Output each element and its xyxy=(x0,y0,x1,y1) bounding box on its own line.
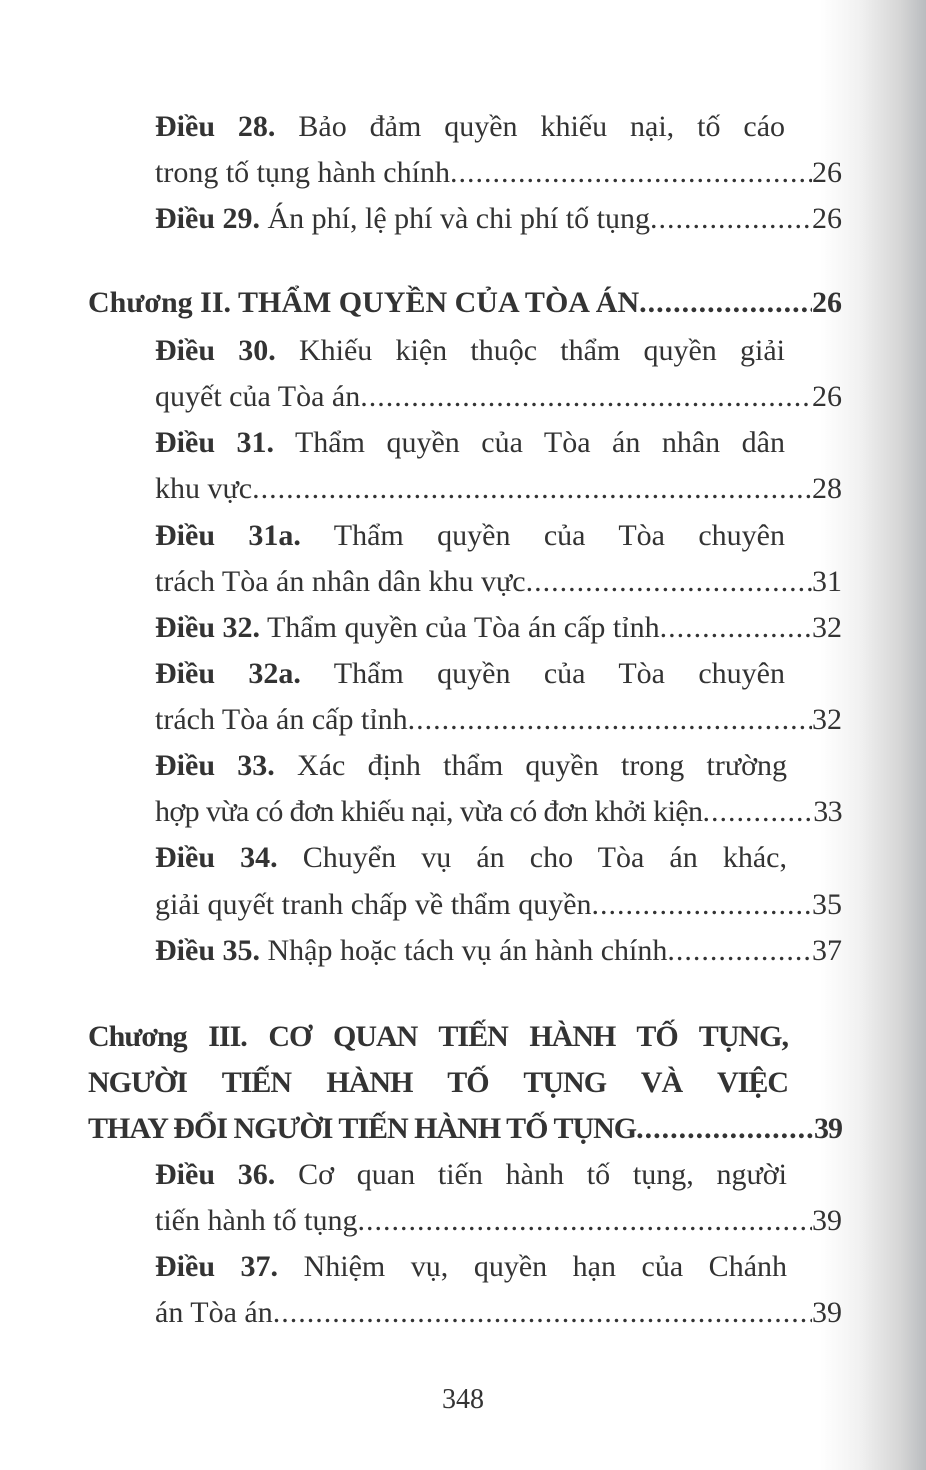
entry-title: Nhiệm vụ, quyền hạn của Chánh xyxy=(303,1250,787,1283)
entry-title: Chuyển vụ án cho Tòa án khác, xyxy=(302,841,787,874)
dot-leader xyxy=(273,1290,812,1336)
entry-label: Điều 35. xyxy=(155,934,260,967)
entry-title: trong tố tụng hành chính xyxy=(155,156,450,189)
dot-leader xyxy=(660,605,812,651)
toc-entry-line xyxy=(155,1290,842,1336)
entry-label: Điều 29. xyxy=(155,202,260,235)
toc-entry-line xyxy=(155,928,842,974)
toc-entry-line xyxy=(155,882,842,928)
entry-label: Điều 32. xyxy=(155,611,260,644)
entry-page: 37 xyxy=(812,934,842,967)
entry-page: 28 xyxy=(812,472,842,505)
entry-page: 39 xyxy=(814,1112,842,1145)
entry-label: Điều 31. xyxy=(155,426,275,459)
entry-page: 26 xyxy=(812,156,842,189)
dot-leader xyxy=(650,196,812,242)
entry-title: THẨM QUYỀN CỦA TÒA ÁN xyxy=(237,286,640,319)
toc-entry-line xyxy=(155,196,842,242)
dot-leader xyxy=(592,882,812,928)
entry-label: Điều 31a. xyxy=(155,519,301,552)
dot-leader xyxy=(360,374,812,420)
entry-title: quyết của Tòa án xyxy=(155,380,361,413)
entry-title: khu vực xyxy=(155,472,253,505)
entry-label: Chương III. xyxy=(88,1020,247,1053)
toc-entry-line xyxy=(155,697,842,743)
entry-title: Khiếu kiện thuộc thẩm quyền giải xyxy=(298,334,785,367)
entry-title: Thẩm quyền của Tòa án nhân dân xyxy=(294,426,785,459)
dot-leader xyxy=(639,280,812,326)
toc-entry-line xyxy=(155,150,842,196)
entry-title: hợp vừa có đơn khiếu nại, vừa có đơn khởi kiện xyxy=(155,795,703,828)
entry-label: Điều 33. xyxy=(155,749,275,782)
entry-label: Điều 36. xyxy=(155,1158,276,1191)
entry-title: Thẩm quyền của Tòa án cấp tỉnh xyxy=(266,611,660,644)
entry-label: Chương II. xyxy=(88,286,231,319)
toc-entry-line xyxy=(155,789,842,835)
dot-leader xyxy=(357,1198,812,1244)
entry-title: NGƯỜI TIẾN HÀNH TỐ TỤNG VÀ VIỆC xyxy=(88,1066,788,1099)
entry-page: 26 xyxy=(812,286,842,319)
entry-title: Cơ quan tiến hành tố tụng, người xyxy=(298,1158,787,1191)
toc-entry-line xyxy=(155,420,785,466)
chapter-heading xyxy=(88,1014,788,1060)
entry-label: Điều 32a. xyxy=(155,657,301,690)
toc-entry-line xyxy=(155,743,787,789)
entry-label: Điều 37. xyxy=(155,1250,279,1283)
page-number: 348 xyxy=(442,1384,484,1415)
toc-entry-line xyxy=(155,605,842,651)
dot-leader xyxy=(636,1106,814,1152)
entry-title: trách Tòa án cấp tỉnh xyxy=(155,703,408,736)
entry-page: 32 xyxy=(812,703,842,736)
entry-title: giải quyết tranh chấp về thẩm quyền xyxy=(155,888,592,921)
entry-page: 39 xyxy=(812,1204,842,1237)
entry-page: 33 xyxy=(813,795,842,828)
toc-entry-line xyxy=(155,559,842,605)
toc-entry-line xyxy=(155,1198,842,1244)
entry-label: Điều 28. xyxy=(155,110,276,143)
dot-leader xyxy=(408,697,812,743)
chapter-heading xyxy=(88,280,842,326)
dot-leader xyxy=(702,789,813,835)
toc-entry-line xyxy=(155,835,787,881)
toc-entry-line xyxy=(155,651,785,697)
entry-label: Điều 34. xyxy=(155,841,278,874)
entry-page: 35 xyxy=(812,888,842,921)
entry-page: 26 xyxy=(812,202,842,235)
toc-entry-line xyxy=(155,466,842,512)
entry-title: Xác định thẩm quyền trong trường xyxy=(297,749,787,782)
toc-entry-line xyxy=(155,513,785,559)
chapter-heading-line xyxy=(88,1060,788,1106)
toc-entry-line xyxy=(155,328,785,374)
chapter-heading-line xyxy=(88,1106,842,1152)
entry-page: 32 xyxy=(812,611,842,644)
entry-title: Bảo đảm quyền khiếu nại, tố cáo xyxy=(298,110,785,143)
entry-label: Điều 30. xyxy=(155,334,276,367)
entry-page: 31 xyxy=(812,565,842,598)
dot-leader xyxy=(252,466,812,512)
entry-title: Nhập hoặc tách vụ án hành chính xyxy=(267,934,668,967)
entry-title: án Tòa án xyxy=(155,1296,273,1329)
entry-title: tiến hành tố tụng xyxy=(155,1204,358,1237)
entry-page: 39 xyxy=(812,1296,842,1329)
dot-leader xyxy=(450,150,812,196)
entry-title: Án phí, lệ phí và chi phí tố tụng xyxy=(267,202,650,235)
dot-leader xyxy=(526,559,812,605)
toc-entry-line xyxy=(155,374,842,420)
entry-title: Thẩm quyền của Tòa chuyên xyxy=(333,519,785,552)
toc-entry-line xyxy=(155,104,785,150)
toc-entry-line xyxy=(155,1152,787,1198)
entry-title: Thẩm quyền của Tòa chuyên xyxy=(333,657,785,690)
dot-leader xyxy=(667,928,812,974)
toc-entry-line xyxy=(155,1244,787,1290)
entry-title: trách Tòa án nhân dân khu vực xyxy=(155,565,526,598)
entry-title: THAY ĐỔI NGƯỜI TIẾN HÀNH TỐ TỤNG xyxy=(88,1112,637,1145)
entry-page: 26 xyxy=(812,380,842,413)
entry-title: CƠ QUAN TIẾN HÀNH TỐ TỤNG, xyxy=(268,1020,788,1053)
